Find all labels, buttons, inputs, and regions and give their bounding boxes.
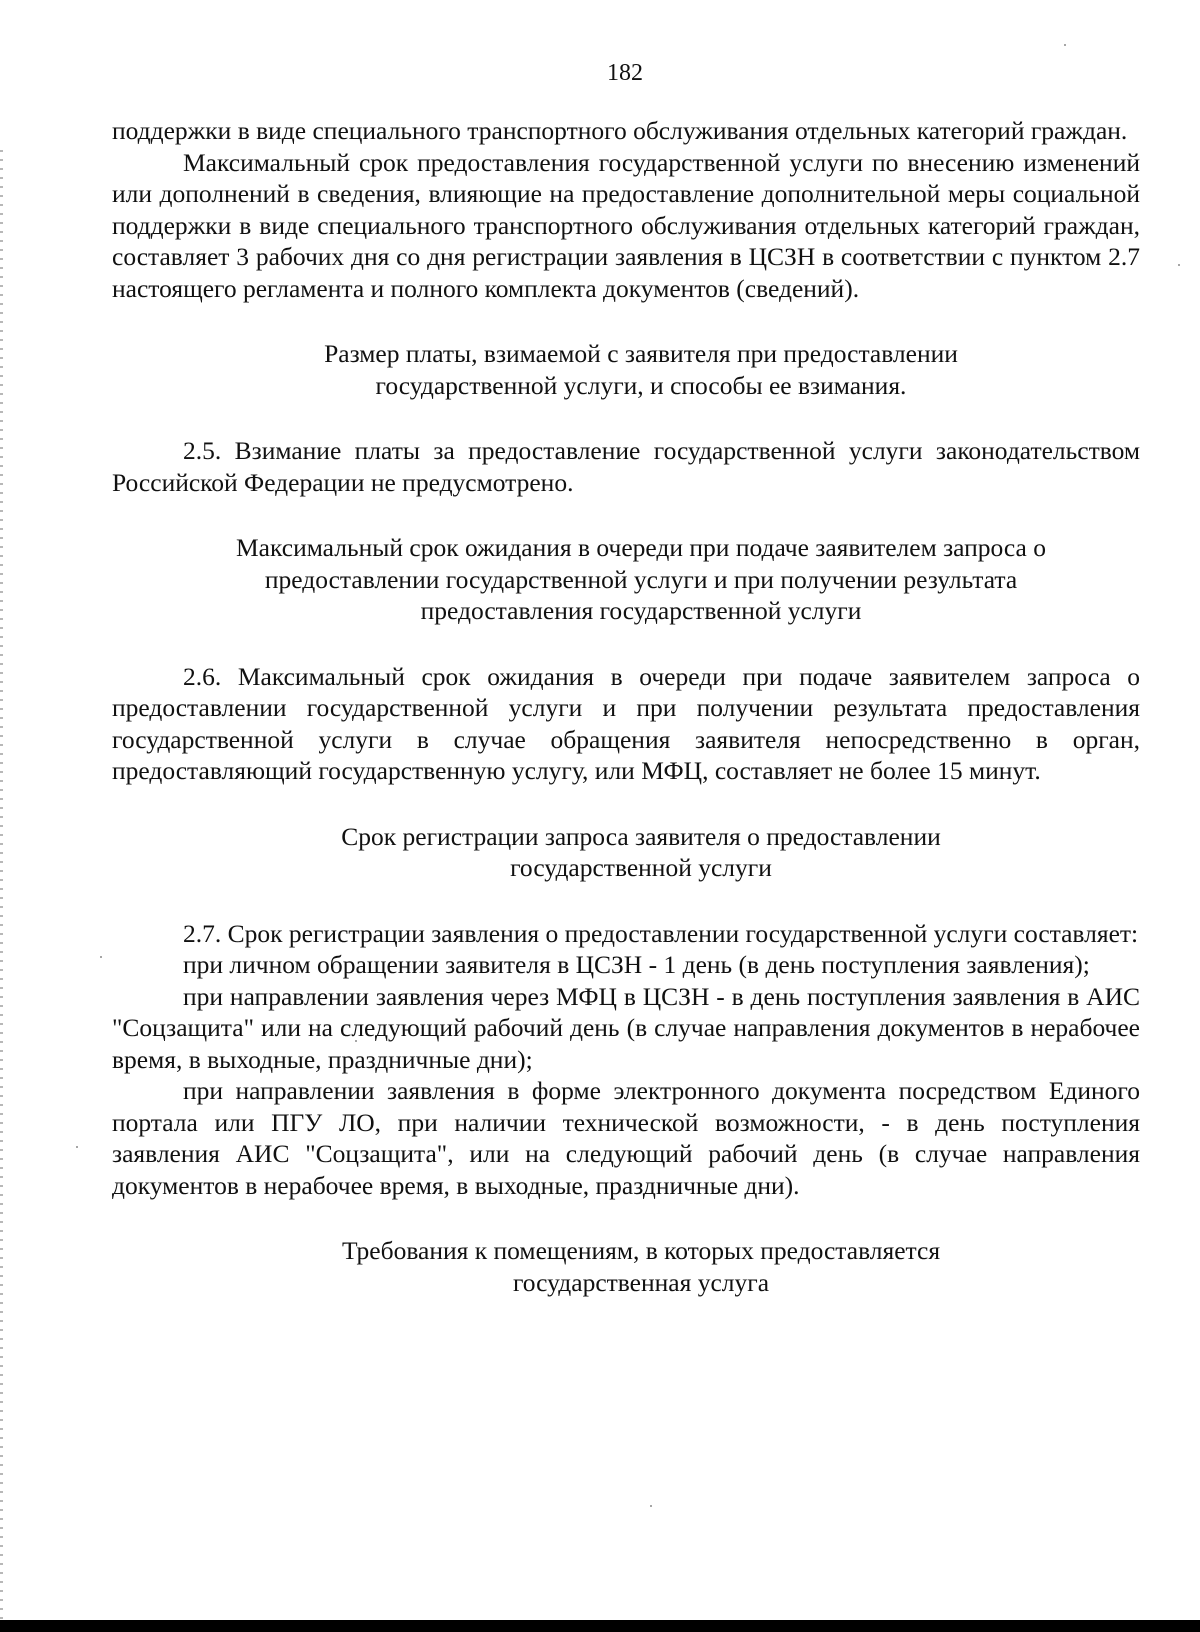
paragraph-continuation: поддержки в виде специального транспортного обслуживания отдельных категорий граждан.	[112, 116, 1128, 145]
paragraph-max-term: Максимальный срок предоставления государственной услуги по внесению изменений или дополнений в сведения, влияющие на предоставление дополнительной меры социальной поддержки в виде специального транспортного обслуживания отдельных категорий граждан, составляет 3 рабочих дня со дня регистрации заявления в ЦСЗН в соответствии с пунктом 2.7 настоящего регламента и полного комплекта документов (сведений).	[112, 147, 1140, 303]
scan-bottom-edge	[0, 1620, 1200, 1632]
heading-queue-line-1: Максимальный срок ожидания в очереди при подаче заявителем запроса о	[236, 533, 1046, 562]
scan-speck	[1064, 44, 1066, 46]
heading-premises	[112, 1235, 1140, 1298]
page-number: 182	[607, 60, 643, 86]
scan-speck	[100, 956, 102, 958]
heading-registration-line-2: государственной услуги	[510, 853, 772, 882]
list-item-electronic: при направлении заявления в форме электронного документа посредством Единого портала или ПГУ ЛО, при наличии технической возможности, - в день поступления заявления АИС "Соцзащита", или на следующий рабочий день (в случае направления документов в нерабочее время, в выходные, праздничные дни).	[112, 1076, 1140, 1200]
paragraph-2-7: 2.7. Срок регистрации заявления о предоставлении государственной услуги составляет:	[183, 918, 1139, 948]
heading-queue	[112, 532, 1140, 627]
scan-speck	[1178, 264, 1180, 266]
heading-queue-line-3: предоставления государственной услуги	[420, 596, 862, 625]
heading-premises-line-2: государственная услуга	[512, 1267, 770, 1297]
heading-premises-line-1: Требования к помещениям, в которых предоставляется	[341, 1236, 941, 1265]
scan-left-edge	[0, 150, 3, 1630]
paragraph-2-5: 2.5. Взимание платы за предоставление государственной услуги законодательством Российской Федерации не предусмотрено.	[112, 436, 1140, 497]
scan-speck	[76, 1146, 78, 1148]
heading-registration-line-1: Срок регистрации запроса заявителя о предоставлении	[341, 821, 941, 851]
heading-fee	[112, 338, 1140, 401]
list-item-mfc: при направлении заявления через МФЦ в ЦСЗН - в день поступления заявления в АИС "Соцзащита" или на следующий рабочий день (в случае направления документов в нерабочее время, в выходные, праздничные дни);	[112, 981, 1140, 1074]
scan-speck	[650, 1505, 652, 1507]
heading-fee-line-1: Размер платы, взимаемой с заявителя при предоставлении	[324, 339, 958, 368]
paragraph-2-6: 2.6. Максимальный срок ожидания в очереди при подаче заявителем запроса о предоставлении государственной услуги и при получении результата предоставления государственной услуги в случае обращения заявителя непосредственно в орган, предоставляющий государственную услугу, или МФЦ, составляет не более 15 минут.	[112, 661, 1140, 785]
heading-registration	[112, 821, 1140, 884]
heading-fee-line-2: государственной услуги, и способы ее взимания.	[375, 370, 907, 400]
heading-queue-line-2: предоставлении государственной услуги и при получении результата	[264, 564, 1018, 594]
list-item-personal: при личном обращении заявителя в ЦСЗН - 1 день (в день поступления заявления);	[183, 950, 1090, 979]
document-body	[112, 115, 1140, 1298]
